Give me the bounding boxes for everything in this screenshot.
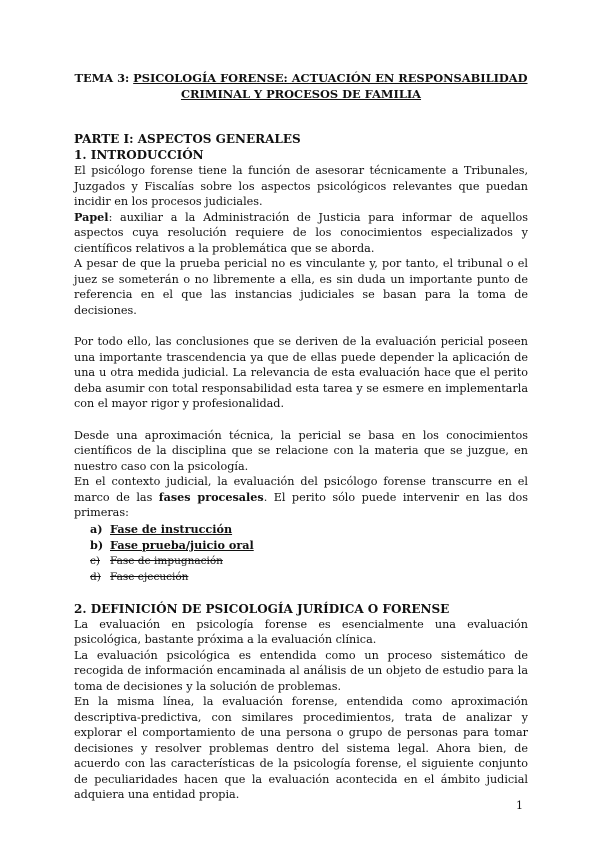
list-item	[90, 521, 528, 537]
paragraph-4: Por todo ello, las conclusiones que se deriven de la evaluación pericial poseen una importante trascendencia ya que de ellas puede depender la aplicación de una u otra medida judicial. La relevancia de esta evaluación hace que el perito deba asumir con total responsabilidad esta tarea y se esmere en implementarla con el mayor rigor y profesionalidad.	[74, 335, 528, 410]
paragraph-8: La evaluación psicológica es entendida como un proceso sistemático de recogida de información encaminada al análisis de un objeto de estudio para la toma de decisiones y la solución de problemas.	[74, 648, 528, 693]
list-item	[90, 569, 528, 585]
list-item	[90, 537, 528, 553]
paragraph-6-post: . El perito sólo puede intervenir en las dos primeras:	[74, 490, 528, 519]
page-number: 1	[516, 799, 523, 812]
paragraph-5: Desde una aproximación técnica, la pericial se basa en los conocimientos científicos de la disciplina que se relacione con la materia que se juzgue, en nuestro caso con la psicología.	[74, 428, 528, 473]
paragraph-7: La evaluación en psicología forense es esencialmente una evaluación psicológica, bastante próxima a la evaluación clínica.	[74, 617, 528, 646]
title-prefix: TEMA 3:	[74, 71, 134, 85]
paragraph-9: En la misma línea, la evaluación forense, entendida como aproximación descriptiva-predictiva, con similares procedimientos, trata de analizar y explorar el comportamiento de una persona o grupo de personas para tomar decisiones y resolver problemas dentro del sistema legal. Ahora bien, de acuerdo con las características de la psicología forense, el siguiente conjunto de peculiaridades hacen que la evaluación acontecida en el ámbito judicial adquiera una entidad propia.	[74, 695, 528, 801]
paragraph-6	[74, 474, 528, 521]
list-marker: d)	[90, 570, 101, 583]
part-1-heading: PARTE I: ASPECTOS GENERALES	[74, 132, 301, 146]
title-line-1: PSICOLOGÍA FORENSE: ACTUACIÓN EN RESPONSABILIDAD	[133, 71, 528, 85]
phase-label: Fase de instrucción	[110, 521, 233, 536]
document-title	[74, 70, 528, 102]
list-marker: b)	[90, 537, 104, 552]
paragraph-6-bold: fases procesales	[158, 489, 264, 504]
paragraph-2	[74, 210, 528, 257]
phases-list	[74, 521, 528, 585]
section-2-heading: 2. DEFINICIÓN DE PSICOLOGÍA JURÍDICA O FORENSE	[74, 601, 450, 616]
title-line-2: CRIMINAL Y PROCESOS DE FAMILIA	[180, 87, 422, 101]
paragraph-2-label: Papel	[74, 209, 109, 224]
list-item	[90, 553, 528, 569]
page-content	[74, 70, 528, 803]
phase-label: Fase prueba/juicio oral	[110, 537, 254, 552]
phase-label: Fase de impugnación	[110, 554, 223, 567]
section-1-heading: 1. INTRODUCCIÓN	[74, 148, 204, 162]
paragraph-2-text: : auxiliar a la Administración de Justicia para informar de aquellos aspectos cuya resolución requiere de los conocimientos especializados y científicos relativos a la problemática que se aborda.	[74, 210, 528, 255]
list-marker: c)	[90, 554, 100, 567]
paragraph-6-pre: En el contexto judicial, la evaluación del psicólogo forense transcurre en el marco de las	[74, 475, 528, 504]
paragraph-1: El psicólogo forense tiene la función de asesorar técnicamente a Tribunales, Juzgados y Fiscalías sobre los aspectos psicológicos relevantes que puedan incidir en los procesos judiciales.	[74, 164, 528, 208]
paragraph-3: A pesar de que la prueba pericial no es vinculante y, por tanto, el tribunal o el juez se someterán o no libremente a ella, es sin duda un importante punto de referencia en el que las instancias judiciales se basan para la toma de decisiones.	[74, 257, 528, 317]
list-marker: a)	[90, 521, 103, 536]
phase-label: Fase ejecución	[110, 570, 189, 583]
